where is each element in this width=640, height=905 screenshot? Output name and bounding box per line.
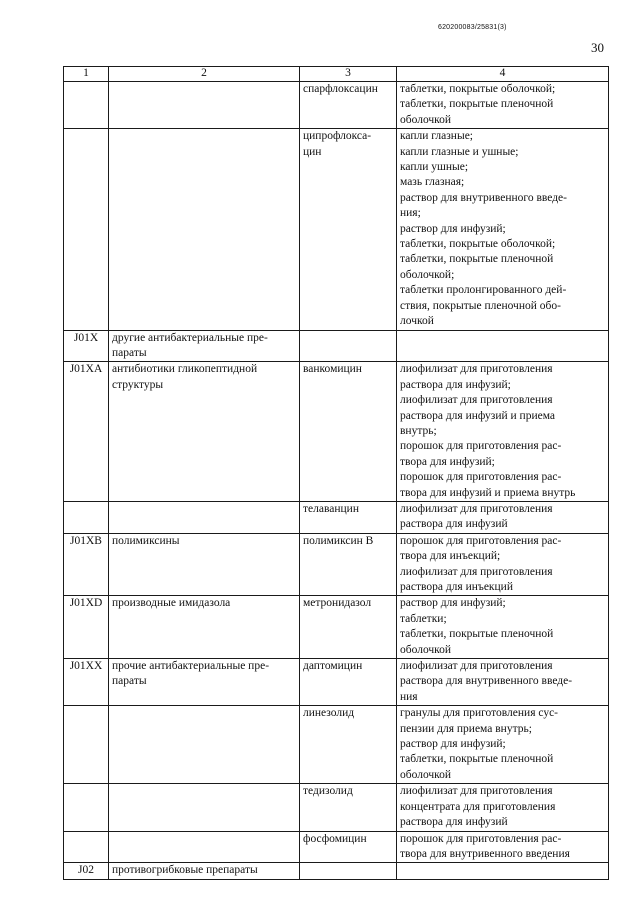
cell-text-line: цин <box>303 145 322 158</box>
cell-text-line: структуры <box>112 378 164 391</box>
cell-text-line: порошок для приготовления рас- <box>400 440 562 453</box>
atc-code-cell: J01XA <box>64 362 109 502</box>
cell-text-line: ния; <box>400 207 421 220</box>
atc-code-cell: J01XD <box>64 596 109 659</box>
cell-text-line: раствора для инфузий; <box>400 378 511 391</box>
cell-text-line: таблетки пролонгированного дей- <box>400 284 567 297</box>
cell-text-line: твора для инфузий; <box>400 455 495 468</box>
cell-text-line: таблетки, покрытые оболочкой; <box>400 83 556 95</box>
dosage-forms-cell <box>397 831 609 863</box>
cell-text-line: лиофилизат для приготовления <box>400 363 553 376</box>
cell-text-line: раствора для внутривенного введе- <box>400 675 573 688</box>
cell-text-line: противогрибковые препараты <box>112 864 258 877</box>
cell-text-line: линезолид <box>303 707 355 720</box>
drug-name-cell <box>300 831 397 863</box>
dosage-forms-cell <box>397 82 609 129</box>
cell-text-line: раствор для внутривенного введе- <box>400 191 567 204</box>
table-row <box>64 501 609 533</box>
cell-text-line: раствора для инфузий <box>400 816 508 829</box>
cell-text-line: гранулы для приготовления сус- <box>400 707 559 720</box>
cell-text-line: твора для внутривенного введения <box>400 847 570 860</box>
cell-text-line: концентрата для приготовления <box>400 800 556 813</box>
group-name-cell <box>109 330 300 362</box>
cell-text-line: раствор для инфузий; <box>400 738 506 751</box>
drug-name-cell <box>300 82 397 129</box>
document-code: 620200083/25831(3) <box>438 24 507 31</box>
cell-text-line: даптомицин <box>303 660 363 673</box>
cell-text-line: таблетки; <box>400 612 447 625</box>
table-row <box>64 863 609 879</box>
drug-name-cell <box>300 129 397 330</box>
group-name-cell <box>109 129 300 330</box>
cell-text-line: ния <box>400 690 418 703</box>
cell-text-line: лиофилизат для приготовления <box>400 565 553 578</box>
table-body <box>64 82 609 880</box>
group-name-cell <box>109 82 300 129</box>
cell-text-line: раствора для инфузий <box>400 518 508 531</box>
group-name-cell <box>109 706 300 784</box>
table-row <box>64 533 609 596</box>
dosage-forms-cell <box>397 501 609 533</box>
atc-code-cell <box>64 831 109 863</box>
cell-text-line: раствор для инфузий; <box>400 597 506 610</box>
cell-text-line: лиофилизат для приготовления <box>400 394 553 407</box>
atc-code-cell: J01XX <box>64 659 109 706</box>
cell-text-line: фосфомицин <box>303 832 367 845</box>
atc-code-cell: J01X <box>64 330 109 362</box>
column-header: 1 <box>64 67 109 82</box>
cell-text-line: оболочкой <box>400 113 452 126</box>
cell-text-line: оболочкой; <box>400 268 455 281</box>
cell-text-line: антибиотики гликопептидной <box>112 363 258 376</box>
dosage-forms-cell <box>397 784 609 831</box>
medication-table <box>63 66 609 880</box>
group-name-cell <box>109 831 300 863</box>
cell-text-line: ципрофлокса- <box>303 130 372 143</box>
cell-text-line: таблетки, покрытые пленочной <box>400 753 554 766</box>
cell-text-line: твора для инъекций; <box>400 550 501 563</box>
atc-code-cell <box>64 82 109 129</box>
cell-text-line: метронидазол <box>303 597 372 610</box>
cell-text-line: лочкой <box>400 315 434 328</box>
group-name-cell <box>109 659 300 706</box>
atc-code-cell: J01XB <box>64 533 109 596</box>
cell-text-line: порошок для приготовления рас- <box>400 471 562 484</box>
cell-text-line: порошок для приготовления рас- <box>400 534 562 547</box>
atc-code-cell <box>64 501 109 533</box>
drug-name-cell <box>300 784 397 831</box>
drug-name-cell <box>300 533 397 596</box>
cell-text-line: параты <box>112 346 147 359</box>
atc-code-cell: J02 <box>64 863 109 879</box>
dosage-forms-cell <box>397 863 609 879</box>
cell-text-line: лиофилизат для приготовления <box>400 785 553 798</box>
drug-name-cell <box>300 706 397 784</box>
atc-code-cell <box>64 706 109 784</box>
cell-text-line: лиофилизат для приготовления <box>400 502 553 515</box>
cell-text-line: ствия, покрытые пленочной обо- <box>400 299 561 312</box>
cell-text-line: таблетки, покрытые пленочной <box>400 628 554 641</box>
cell-text-line: полимиксины <box>112 534 180 547</box>
cell-text-line: раствора для инфузий и приема <box>400 409 556 422</box>
column-header-row <box>64 67 609 82</box>
drug-name-cell <box>300 863 397 879</box>
dosage-forms-cell <box>397 330 609 362</box>
cell-text-line: таблетки, покрытые пленочной <box>400 98 554 111</box>
drug-name-cell <box>300 501 397 533</box>
cell-text-line: спарфлоксацин <box>303 83 378 95</box>
cell-text-line: мазь глазная; <box>400 176 465 189</box>
dosage-forms-cell <box>397 596 609 659</box>
group-name-cell <box>109 784 300 831</box>
table-row <box>64 706 609 784</box>
cell-text-line: твора для инфузий и приема внутрь <box>400 486 576 499</box>
dosage-forms-cell <box>397 129 609 330</box>
group-name-cell <box>109 596 300 659</box>
drug-name-cell <box>300 659 397 706</box>
cell-text-line: производные имидазола <box>112 597 231 610</box>
cell-text-line: пензии для приема внутрь; <box>400 722 532 735</box>
cell-text-line: полимиксин В <box>303 534 374 547</box>
column-header: 4 <box>397 67 609 82</box>
cell-text-line: капли ушные; <box>400 161 469 174</box>
dosage-forms-cell <box>397 659 609 706</box>
cell-text-line: оболочкой <box>400 643 452 656</box>
cell-text-line: таблетки, покрытые пленочной <box>400 253 554 266</box>
table-row <box>64 784 609 831</box>
group-name-cell <box>109 501 300 533</box>
cell-text-line: внутрь; <box>400 424 437 437</box>
group-name-cell <box>109 533 300 596</box>
cell-text-line: оболочкой <box>400 768 452 781</box>
drug-name-cell <box>300 362 397 502</box>
drug-name-cell <box>300 596 397 659</box>
cell-text-line: ванкомицин <box>303 363 362 376</box>
cell-text-line: лиофилизат для приготовления <box>400 660 553 673</box>
dosage-forms-cell <box>397 706 609 784</box>
cell-text-line: таблетки, покрытые оболочкой; <box>400 238 556 251</box>
table-row <box>64 362 609 502</box>
group-name-cell <box>109 362 300 502</box>
dosage-forms-cell <box>397 533 609 596</box>
atc-code-cell <box>64 784 109 831</box>
column-header: 3 <box>300 67 397 82</box>
table-row <box>64 596 609 659</box>
dosage-forms-cell <box>397 362 609 502</box>
cell-text-line: параты <box>112 675 147 688</box>
group-name-cell <box>109 863 300 879</box>
cell-text-line: тедизолид <box>303 785 353 798</box>
cell-text-line: другие антибактериальные пре- <box>112 331 268 344</box>
atc-code-cell <box>64 129 109 330</box>
table-row <box>64 659 609 706</box>
table-row <box>64 330 609 362</box>
drug-name-cell <box>300 330 397 362</box>
cell-text-line: прочие антибактериальные пре- <box>112 660 270 673</box>
cell-text-line: капли глазные; <box>400 130 473 143</box>
cell-text-line: раствора для инъекций <box>400 581 513 593</box>
cell-text-line: порошок для приготовления рас- <box>400 832 562 845</box>
table-row <box>64 831 609 863</box>
column-header: 2 <box>109 67 300 82</box>
table-row <box>64 82 609 129</box>
table-row <box>64 129 609 330</box>
cell-text-line: раствор для инфузий; <box>400 222 506 235</box>
cell-text-line: телаванцин <box>303 502 359 515</box>
cell-text-line: капли глазные и ушные; <box>400 145 519 158</box>
page-number: 30 <box>591 40 604 55</box>
